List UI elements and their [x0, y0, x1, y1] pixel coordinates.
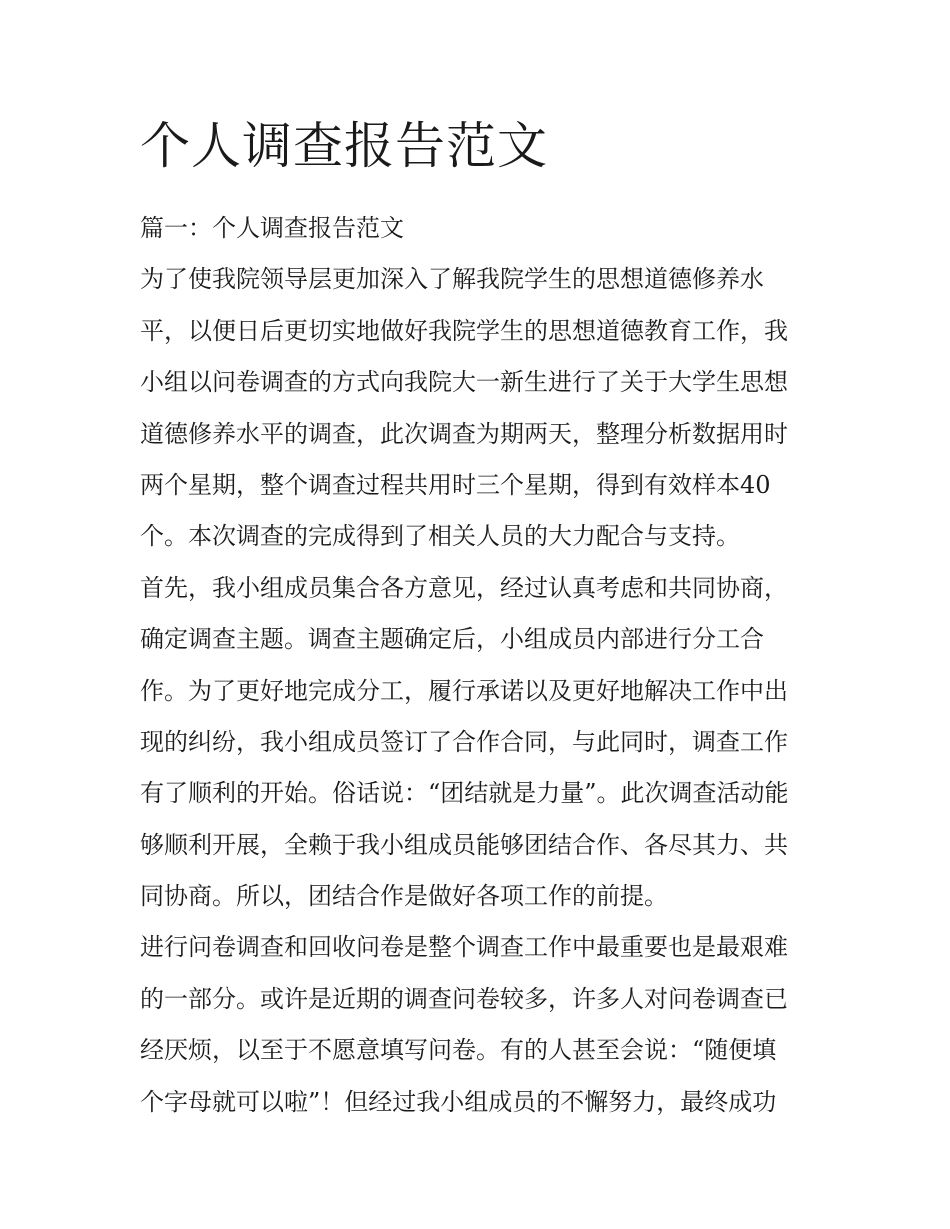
text-line: 首先，我小组成员集合各方意见，经过认真考虑和共同协商，	[140, 573, 788, 602]
section-heading: 篇一：个人调查报告范文	[140, 214, 404, 242]
document-body	[140, 203, 820, 1128]
text-line: 经厌烦，以至于不愿意填写问卷。有的人甚至会说：“随便填	[140, 1036, 777, 1065]
text-line: 作。为了更好地完成分工，履行承诺以及更好地解决工作中出	[140, 676, 788, 705]
text-line: 进行问卷调查和回收问卷是整个调查工作中最重要也是最艰难	[140, 933, 788, 962]
text-line: 同协商。所以，团结合作是做好各项工作的前提。	[140, 882, 668, 911]
text-line: 两个星期，整个调查过程共用时三个星期，得到有效样本40	[140, 470, 771, 499]
text-line: 够顺利开展，全赖于我小组成员能够团结合作、各尽其力、共	[140, 830, 788, 859]
page-title: 个人调查报告范文	[140, 117, 548, 175]
text-line: 为了使我院领导层更加深入了解我院学生的思想道德修养水	[140, 265, 764, 294]
text-line: 个。本次调查的完成得到了相关人员的大力配合与支持。	[140, 522, 740, 551]
text-line: 平，以便日后更切实地做好我院学生的思想道德教育工作，我	[140, 316, 788, 345]
text-line: 道德修养水平的调查，此次调查为期两天，整理分析数据用时	[140, 419, 788, 448]
text-line: 现的纠纷，我小组成员签订了合作合同，与此同时，调查工作	[140, 727, 788, 756]
text-line: 个字母就可以啦”！但经过我小组成员的不懈努力，最终成功	[140, 1087, 777, 1116]
text-line: 确定调查主题。调查主题确定后，小组成员内部进行分工合	[140, 625, 764, 654]
text-line: 小组以问卷调查的方式向我院大一新生进行了关于大学生思想	[140, 368, 788, 397]
text-line: 有了顺利的开始。俗话说：“团结就是力量”。此次调查活动能	[140, 779, 789, 808]
text-line: 的一部分。或许是近期的调查问卷较多，许多人对问卷调查已	[140, 984, 788, 1013]
